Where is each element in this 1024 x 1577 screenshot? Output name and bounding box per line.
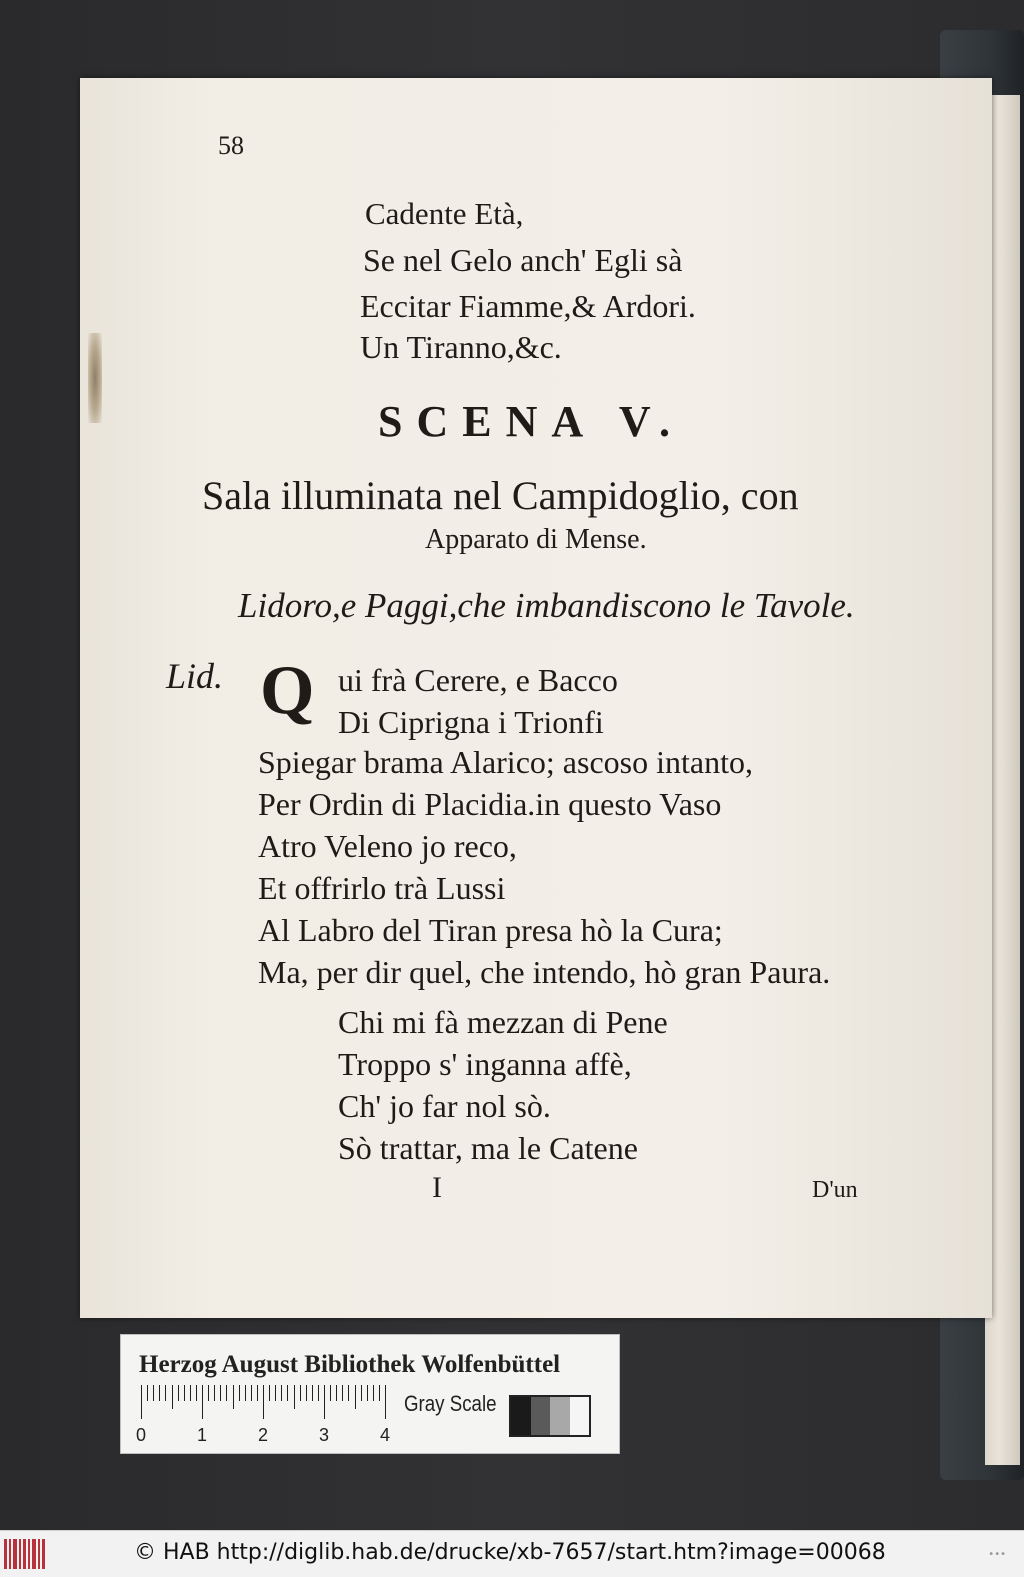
ruler-tick xyxy=(330,1385,331,1401)
ruler-tick xyxy=(342,1385,343,1401)
verse-line: Un Tiranno,&c. xyxy=(360,329,562,365)
ruler-tick xyxy=(324,1385,325,1419)
ruler-tick xyxy=(367,1385,368,1401)
signature-mark: I xyxy=(432,1171,442,1204)
ruler-tick xyxy=(275,1385,276,1401)
ruler-tick xyxy=(147,1385,148,1401)
hab-logo-icon xyxy=(4,1539,46,1569)
more-icon[interactable]: ••• xyxy=(988,1549,1006,1560)
page-stain xyxy=(88,333,102,423)
ruler-tick xyxy=(318,1385,319,1401)
ruler-tick xyxy=(281,1385,282,1401)
ruler-tick xyxy=(348,1385,349,1401)
ruler-tick xyxy=(153,1385,154,1401)
speech-line: Et offrirlo trà Lussi xyxy=(258,870,506,906)
ruler-tick xyxy=(196,1385,197,1401)
speaker-label: Lid. xyxy=(166,656,224,696)
song-line: Sò trattar, ma le Catene xyxy=(338,1130,638,1166)
ruler-tick xyxy=(251,1385,252,1401)
speech-line: Ma, per dir quel, che intendo, hò gran Paura. xyxy=(258,954,831,990)
speech-line: Per Ordin di Placidia.in questo Vaso xyxy=(258,786,722,822)
ruler-tick xyxy=(178,1385,179,1401)
ruler-tick xyxy=(294,1385,295,1409)
swatch-white xyxy=(570,1397,590,1435)
ruler-tick xyxy=(165,1385,166,1401)
speech-line: Spiegar brama Alarico; ascoso intanto, xyxy=(258,744,753,780)
song-line: Chi mi fà mezzan di Pene xyxy=(338,1004,668,1040)
viewer-footer xyxy=(0,1530,1024,1577)
swatch-dark-gray xyxy=(531,1397,551,1435)
ruler-tick xyxy=(190,1385,191,1401)
character-list: Lidoro,e Paggi,che imbandiscono le Tavole. xyxy=(238,586,855,625)
ruler-number: 3 xyxy=(319,1425,330,1445)
speech-line: Al Labro del Tiran presa hò la Cura; xyxy=(258,912,723,948)
ruler-number: 2 xyxy=(258,1425,269,1445)
swatch-black xyxy=(511,1397,531,1435)
ruler-tick xyxy=(220,1385,221,1401)
ruler-tick xyxy=(263,1385,264,1419)
ruler-scale xyxy=(141,1385,387,1419)
ruler-tick xyxy=(214,1385,215,1401)
verse-line: Se nel Gelo anch' Egli sà xyxy=(363,242,683,278)
ruler-tick xyxy=(226,1385,227,1401)
ruler-tick xyxy=(287,1385,288,1401)
ruler-number: 0 xyxy=(136,1425,147,1445)
ruler-tick xyxy=(385,1385,386,1419)
ruler-tick xyxy=(141,1385,142,1419)
song-line: Ch' jo far nol sò. xyxy=(338,1088,551,1124)
ruler-tick xyxy=(184,1385,185,1401)
scene-heading: SCENA V. xyxy=(378,397,685,446)
song-line: Troppo s' inganna affè, xyxy=(338,1046,632,1082)
swatch-light-gray xyxy=(550,1397,570,1435)
ruler-tick xyxy=(373,1385,374,1401)
ruler-tick xyxy=(269,1385,270,1401)
verse-line: Eccitar Fiamme,& Ardori. xyxy=(360,288,696,324)
ruler-tick xyxy=(245,1385,246,1401)
setting-description: Sala illuminata nel Campidoglio, con xyxy=(202,473,799,518)
gray-scale-label: Gray Scale xyxy=(404,1391,497,1416)
library-name: Herzog August Bibliothek Wolfenbüttel xyxy=(139,1351,561,1378)
setting-description-continued: Apparato di Mense. xyxy=(425,524,647,555)
ruler-number: 1 xyxy=(197,1425,208,1445)
ruler-tick xyxy=(257,1385,258,1401)
speech-line: ui frà Cerere, e Bacco xyxy=(338,662,618,698)
ruler-tick xyxy=(300,1385,301,1401)
page-number: 58 xyxy=(218,131,244,160)
ruler-tick xyxy=(336,1385,337,1401)
ruler-tick xyxy=(312,1385,313,1401)
ruler-tick xyxy=(361,1385,362,1401)
ruler-tick xyxy=(233,1385,234,1409)
ruler-tick xyxy=(306,1385,307,1401)
speech-line: Di Ciprigna i Trionfi xyxy=(338,704,604,740)
drop-cap: Q xyxy=(260,652,315,729)
color-calibration-bar xyxy=(120,1334,620,1454)
catchword: D'un xyxy=(812,1177,858,1203)
ruler-tick xyxy=(379,1385,380,1401)
ruler-tick xyxy=(239,1385,240,1401)
ruler-tick xyxy=(202,1385,203,1419)
speech-line: Atro Veleno jo reco, xyxy=(258,828,517,864)
verse-line: Cadente Età, xyxy=(365,196,524,231)
ruler-tick xyxy=(159,1385,160,1401)
copyright-url[interactable]: © HAB http://diglib.hab.de/drucke/xb-7657/start.htm?image=00068 xyxy=(134,1540,886,1565)
ruler-tick xyxy=(172,1385,173,1409)
ruler-number: 4 xyxy=(380,1425,391,1445)
gray-scale-swatches xyxy=(509,1395,591,1437)
ruler-tick xyxy=(355,1385,356,1409)
ruler-tick xyxy=(208,1385,209,1401)
book-page xyxy=(80,78,992,1318)
